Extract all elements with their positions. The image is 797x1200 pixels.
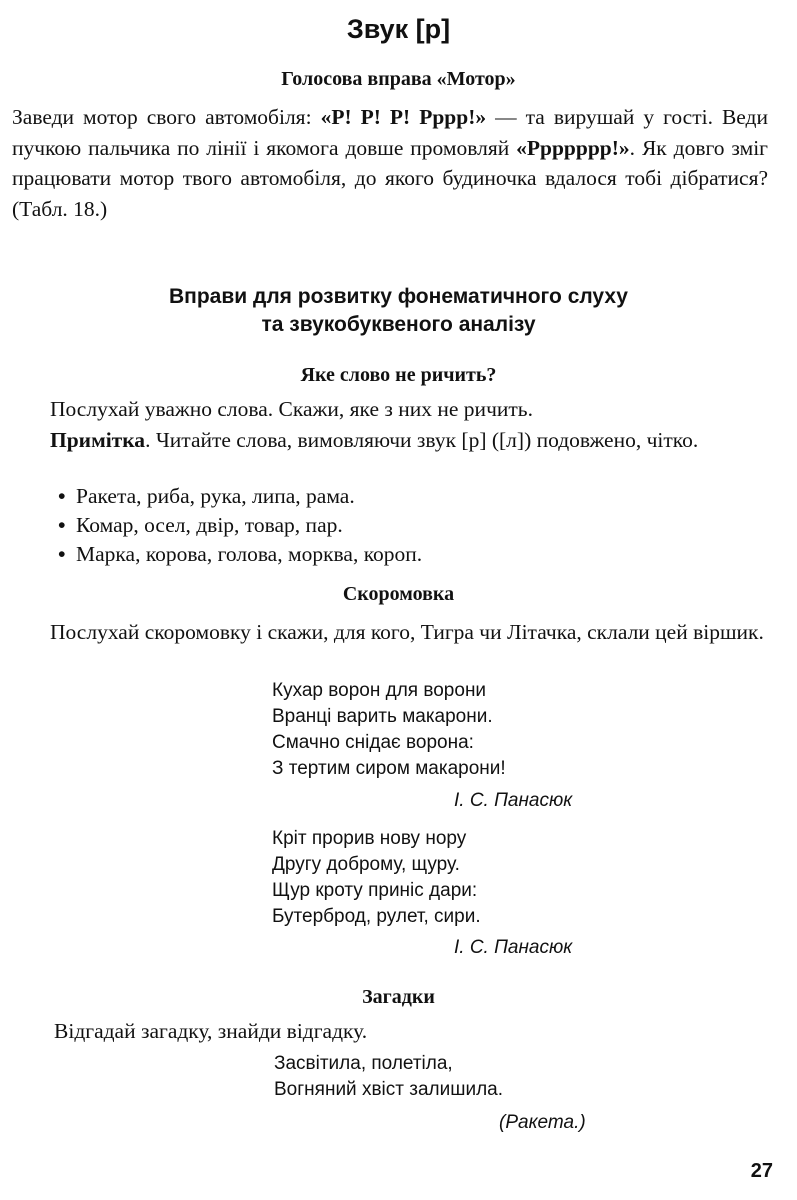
tongue-twister-instruction-text: Послухай скоромовку і скажи, для кого, Тигра чи Літачка, склали цей віршик. (50, 620, 764, 644)
motor-exercise-text (12, 102, 768, 224)
note-label: Примітка (50, 428, 146, 452)
section-title-line2: та звукобуквеного аналізу (261, 313, 536, 336)
bullet-icon: • (58, 513, 66, 537)
page-title: Звук [р] (346, 14, 451, 44)
list-item-text: Марка, корова, голова, морква, короп. (76, 542, 423, 566)
poem-line: Другу доброму, щуру. (272, 854, 460, 875)
list-item-text: Комар, осел, двір, товар, пар. (76, 513, 343, 537)
poem-author: І. С. Панасюк (454, 937, 573, 958)
section-title-line1: Вправи для розвитку фонематичного слуху (169, 285, 628, 308)
motor-bold-1: «Р! Р! Р! Рррр!» (320, 105, 487, 129)
which-word-instruction: Послухай уважно слова. Скажи, яке з них не ричить. (50, 397, 533, 421)
poem-line: Кріт прорив нову нору (272, 828, 467, 849)
poem-author: І. С. Панасюк (454, 790, 573, 811)
list-item (58, 542, 422, 567)
list-item-text: Ракета, риба, рука, липа, рама. (76, 484, 355, 508)
riddles-title: Загадки (362, 986, 435, 1008)
which-word-title: Яке слово не ричить? (300, 364, 497, 386)
list-item (58, 484, 355, 509)
note-text: . Читайте слова, вимовляючи звук [р] ([л]) подовжено, чітко. (145, 428, 699, 452)
motor-exercise-title: Голосова вправа «Мотор» (281, 68, 516, 90)
riddle-answer: (Ракета.) (499, 1112, 586, 1133)
riddle-line: Засвітила, полетіла, (274, 1053, 453, 1074)
motor-text-2: — та вирушай у гості. Веди пучкою пальчика по лінії і якомога довше промовляй (12, 105, 768, 160)
page-number: 27 (750, 1160, 773, 1182)
bullet-icon: • (58, 484, 66, 508)
bullet-icon: • (58, 542, 66, 566)
poem-line: Вранці варить макарони. (272, 706, 493, 727)
tongue-twister-instruction (12, 617, 768, 648)
motor-bold-2: «Ррррррр!» (516, 135, 630, 160)
poem-line: З тертим сиром макарони! (272, 758, 506, 779)
note-paragraph (12, 425, 768, 456)
poem-line: Щур кроту приніс дари: (272, 880, 478, 901)
motor-text-1: Заведи мотор свого автомобіля: (12, 105, 321, 129)
poem-line: Смачно снідає ворона: (272, 732, 474, 753)
list-item (58, 513, 343, 538)
riddle-line: Вогняний хвіст залишила. (274, 1079, 504, 1100)
tongue-twister-title: Скоромовка (342, 583, 455, 605)
motor-text-3: . Як довго зміг працювати мотор твого автомобіля, до якого будиночка вдалося тобі дібратися? (Табл. 18.) (12, 135, 768, 221)
poem-line: Бутерброд, рулет, сири. (272, 906, 481, 927)
poem-line: Кухар ворон для ворони (272, 680, 487, 701)
riddles-instruction: Відгадай загадку, знайди відгадку. (54, 1019, 368, 1043)
